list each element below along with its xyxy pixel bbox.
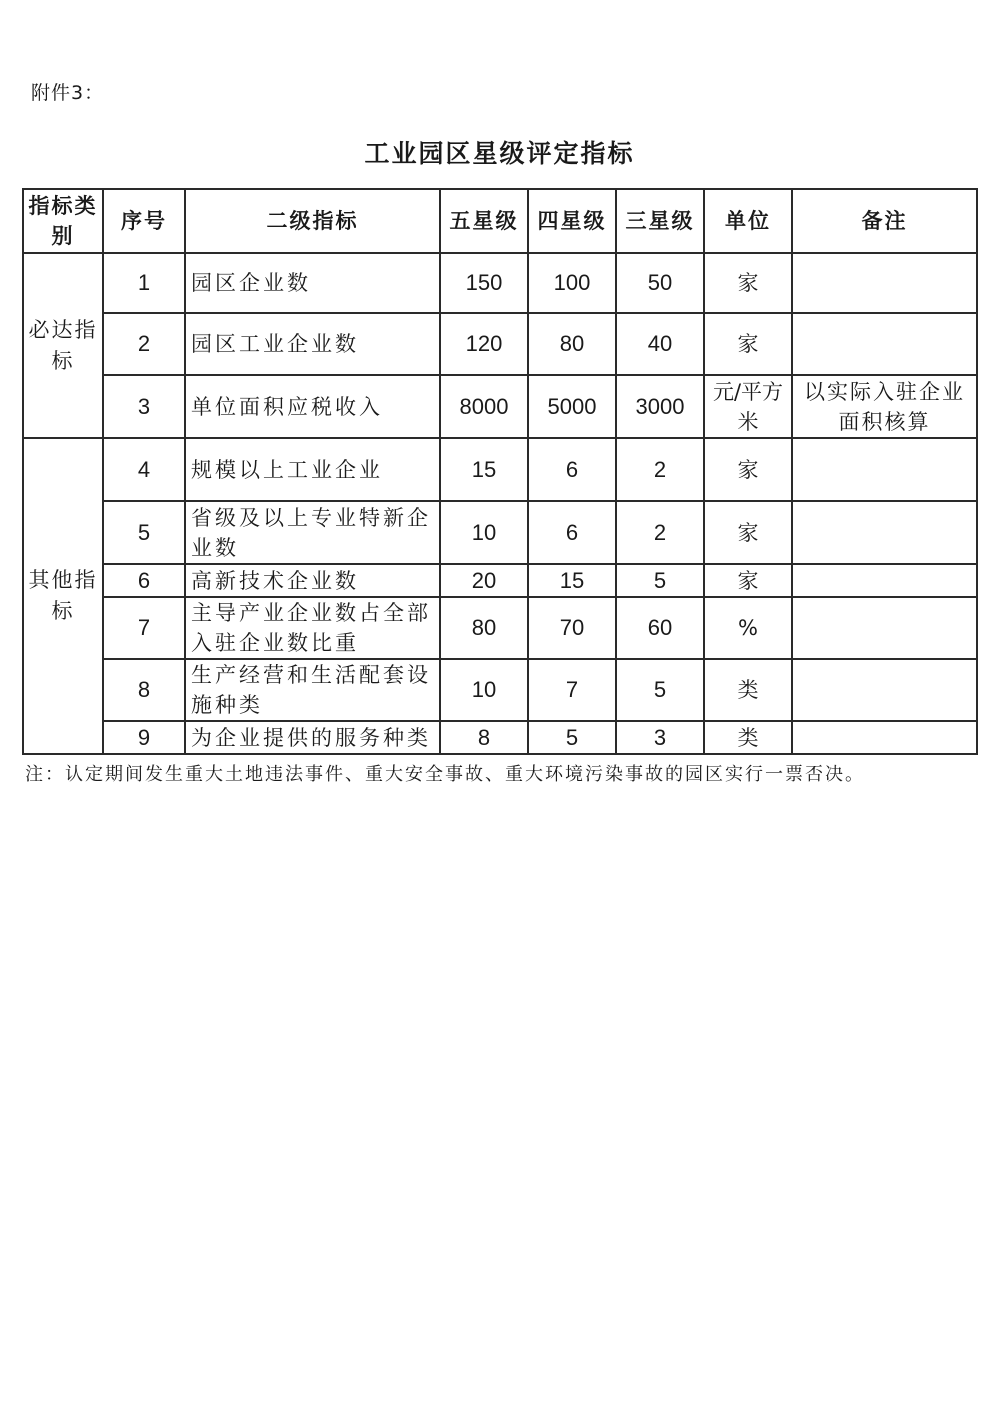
five-star-value: 10 — [440, 659, 528, 721]
remark-value — [792, 501, 977, 564]
four-star-value: 15 — [528, 564, 616, 597]
unit-value: % — [704, 597, 792, 659]
five-star-value: 15 — [440, 438, 528, 501]
header-indicator: 二级指标 — [185, 189, 440, 253]
unit-value: 家 — [704, 313, 792, 375]
remark-value — [792, 721, 977, 754]
indicator-name: 为企业提供的服务种类 — [185, 721, 440, 754]
four-star-value: 7 — [528, 659, 616, 721]
row-index: 7 — [103, 597, 185, 659]
unit-value: 元/平方米 — [704, 375, 792, 438]
header-category: 指标类别 — [23, 189, 103, 253]
indicator-name: 园区工业企业数 — [185, 313, 440, 375]
row-index: 2 — [103, 313, 185, 375]
header-four-star: 四星级 — [528, 189, 616, 253]
indicator-name: 高新技术企业数 — [185, 564, 440, 597]
indicator-name: 生产经营和生活配套设施种类 — [185, 659, 440, 721]
three-star-value: 3 — [616, 721, 704, 754]
indicator-name: 主导产业企业数占全部入驻企业数比重 — [185, 597, 440, 659]
table-row — [23, 721, 977, 754]
five-star-value: 8000 — [440, 375, 528, 438]
three-star-value: 5 — [616, 659, 704, 721]
table-header-row — [23, 189, 977, 253]
attachment-label: 附件3： — [31, 82, 105, 104]
remark-value — [792, 564, 977, 597]
remark-value — [792, 313, 977, 375]
row-index: 1 — [103, 253, 185, 313]
remark-value — [792, 253, 977, 313]
indicator-name: 省级及以上专业特新企业数 — [185, 501, 440, 564]
page-title: 工业园区星级评定指标 — [364, 139, 635, 168]
table-row — [23, 253, 977, 313]
remark-value — [792, 597, 977, 659]
footnote: 注：认定期间发生重大土地违法事件、重大安全事故、重大环境污染事故的园区实行一票否决。 — [25, 764, 865, 785]
unit-value: 家 — [704, 438, 792, 501]
indicator-name: 单位面积应税收入 — [185, 375, 440, 438]
unit-value: 家 — [704, 501, 792, 564]
three-star-value: 40 — [616, 313, 704, 375]
header-three-star: 三星级 — [616, 189, 704, 253]
four-star-value: 100 — [528, 253, 616, 313]
three-star-value: 3000 — [616, 375, 704, 438]
remark-value: 以实际入驻企业面积核算 — [792, 375, 977, 438]
four-star-value: 70 — [528, 597, 616, 659]
category-cell-other: 其他指标 — [23, 438, 103, 754]
row-index: 9 — [103, 721, 185, 754]
row-index: 8 — [103, 659, 185, 721]
five-star-value: 80 — [440, 597, 528, 659]
indicator-name: 园区企业数 — [185, 253, 440, 313]
category-cell-required: 必达指标 — [23, 253, 103, 438]
header-index: 序号 — [103, 189, 185, 253]
unit-value: 家 — [704, 253, 792, 313]
remark-value — [792, 438, 977, 501]
three-star-value: 50 — [616, 253, 704, 313]
table-row — [23, 501, 977, 564]
four-star-value: 5000 — [528, 375, 616, 438]
three-star-value: 5 — [616, 564, 704, 597]
row-index: 5 — [103, 501, 185, 564]
table-row — [23, 564, 977, 597]
five-star-value: 150 — [440, 253, 528, 313]
unit-value: 类 — [704, 721, 792, 754]
table-row — [23, 438, 977, 501]
header-remarks: 备注 — [792, 189, 977, 253]
row-index: 3 — [103, 375, 185, 438]
four-star-value: 6 — [528, 438, 616, 501]
rating-indicators-table — [22, 188, 978, 755]
five-star-value: 10 — [440, 501, 528, 564]
three-star-value: 2 — [616, 501, 704, 564]
four-star-value: 5 — [528, 721, 616, 754]
unit-value: 类 — [704, 659, 792, 721]
row-index: 4 — [103, 438, 185, 501]
five-star-value: 120 — [440, 313, 528, 375]
table-row — [23, 659, 977, 721]
three-star-value: 2 — [616, 438, 704, 501]
header-five-star: 五星级 — [440, 189, 528, 253]
four-star-value: 80 — [528, 313, 616, 375]
five-star-value: 8 — [440, 721, 528, 754]
remark-value — [792, 659, 977, 721]
table-row — [23, 375, 977, 438]
header-unit: 单位 — [704, 189, 792, 253]
four-star-value: 6 — [528, 501, 616, 564]
row-index: 6 — [103, 564, 185, 597]
table-row — [23, 313, 977, 375]
three-star-value: 60 — [616, 597, 704, 659]
table-row — [23, 597, 977, 659]
unit-value: 家 — [704, 564, 792, 597]
indicator-name: 规模以上工业企业 — [185, 438, 440, 501]
five-star-value: 20 — [440, 564, 528, 597]
